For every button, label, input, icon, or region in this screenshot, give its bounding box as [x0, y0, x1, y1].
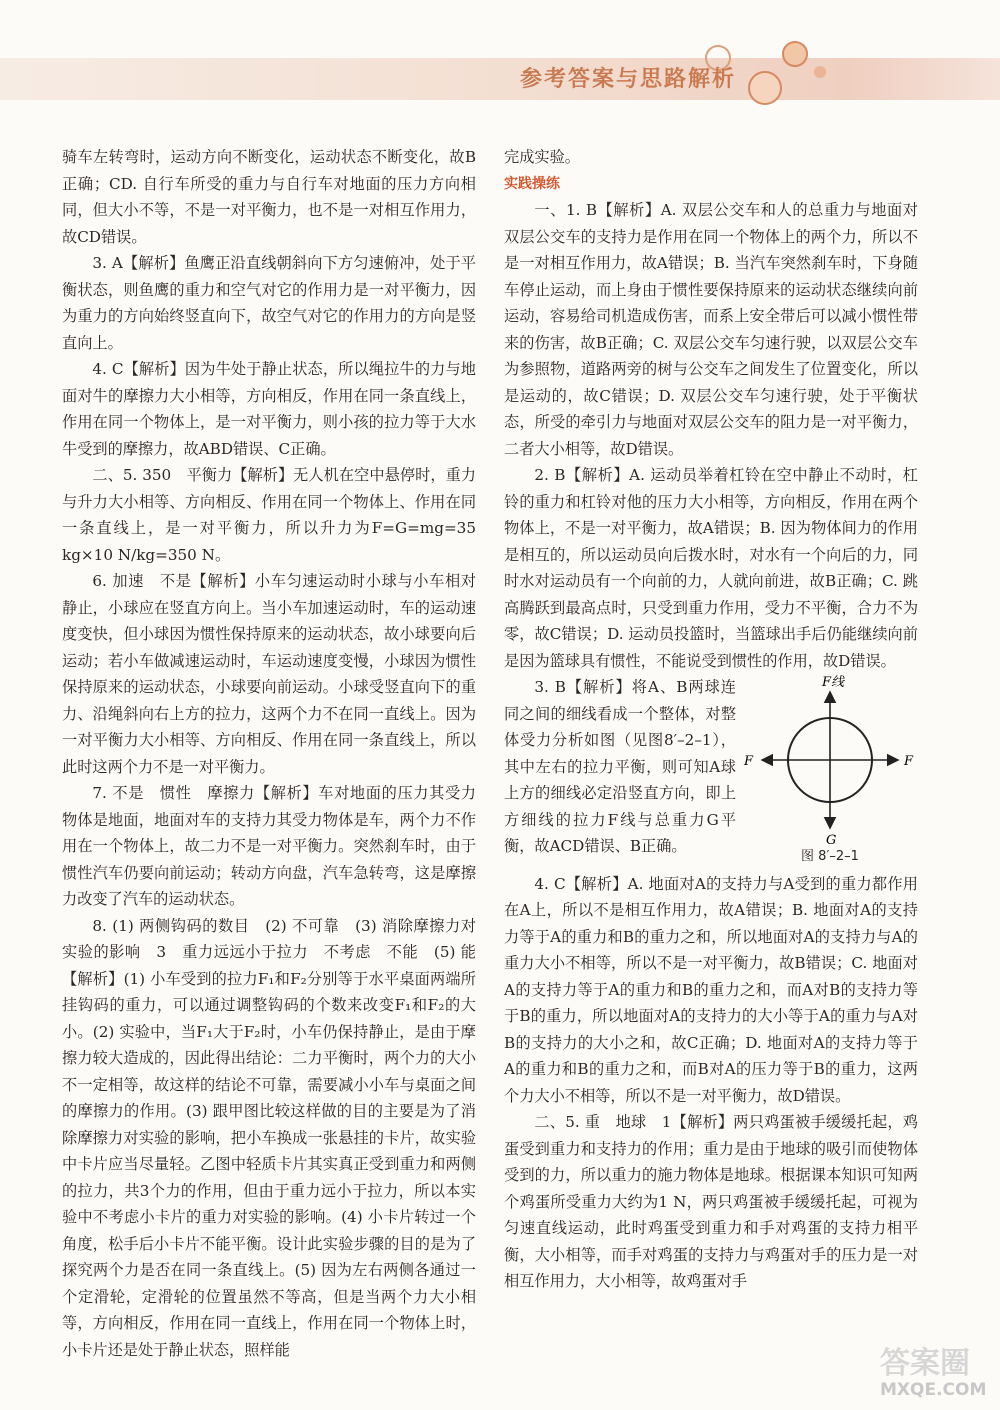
figure-row	[504, 674, 918, 871]
answer-6: 6. 加速 不是【解析】小车匀速运动时小球与小车相对静止，小球应在竖直方向上。当小车加速运动时，车的运动速度变快，但小球因为惯性保持原来的运动状态，故小球要向后运动；若小车做减速运动时，车运动速度变慢，小球因为惯性保持原来的运动状态，小球要向前运动。小球受竖直向下的重力、沿绳斜向右上方的拉力，这两个力不在同一直线上。因为一对平衡力大小相等、方向相反、作用在同一条直线上，所以此时这两个力不是一对平衡力。	[62, 572, 476, 776]
answer-4: 4. C【解析】因为牛处于静止状态，所以绳拉牛的力与地面对牛的摩擦力大小相等，方向相反，作用在同一条直线上，作用在同一个物体上，是一对平衡力，则小孩的拉力等于大水牛受到的摩擦力，故ABD错误、C正确。	[62, 360, 476, 458]
answer-5: 二、5. 350 平衡力【解析】无人机在空中悬停时，重力与升力大小相等、方向相反、作用在同一个物体上、作用在同一条直线上，是一对平衡力，所以升力为F=G=mg=35 kg×10 N/kg=350 N。	[62, 466, 476, 564]
label-right: F	[904, 754, 914, 769]
practice-answer-2: 2. B【解析】A. 运动员举着杠铃在空中静止不动时，杠铃的重力和杠铃对他的压力大小相等，方向相反，作用在两个物体上，不是一对平衡力，故A错误；B. 因为物体间力的作用是相互的，所以运动员向后拨水时，对水有一个向后的力，同时水对运动员有一个向前的力，人就向前进，故B正确；C. 跳高腾跃到最高点时，只受到重力作用，受力不平衡，合力不为零，故C错误；D. 运动员投篮时，当篮球出手后仍能继续向前是因为篮球具有惯性，不能说受到惯性的作用，故D错误。	[504, 466, 918, 670]
label-left: F	[744, 754, 754, 769]
answer-8: 8. (1) 两侧钩码的数目 (2) 不可靠 (3) 消除摩擦力对实验的影响 3 重力远远小于拉力 不考虑 不能 (5) 能【解析】(1) 小车受到的拉力F₁和F₂分别等于水平桌面两端所挂钩码的重力，可以通过调整钩码的个数来改变F₁和F₂的大小。(2) 实验中，当F₁大于F₂时，小车仍保持静止，是由于摩擦力较大造成的，因此得出结论：二力平衡时，两个力的大小不一定相等，故这样的结论不可靠，需要减小小车与桌面之间的摩擦力的作用。(3) 跟甲图比较这样做的目的主要是为了消除摩擦力对实验的影响，把小车换成一张悬挂的卡片，故实验中卡片应当尽量轻。乙图中轻质卡片其实真正受到重力和两侧的拉力，共3个力的作用，但由于重力远小于拉力，所以本实验中不考虑小卡片的重力对实验的影响。(4) 小卡片转过一个角度，松手后小卡片不能平衡。设计此实验步骤的目的是为了探究两个力是否在同一条直线上。(5) 因为左右两侧各通过一个定滑轮，定滑轮的位置虽然不等高，但是当两个力大小相等，方向相反，作用在同一直线上，作用在同一个物体上时，小卡片还是处于静止状态，照样能	[62, 916, 476, 1359]
answer-3: 3. A【解析】鱼鹰正沿直线朝斜向下方匀速俯冲，处于平衡状态，则鱼鹰的重力和空气对它的作用力是一对平衡力，因为重力的方向始终竖直向下，故空气对它的作用力的方向是竖直向上。	[62, 254, 476, 352]
force-diagram	[742, 674, 918, 871]
practice-answer-4: 4. C【解析】A. 地面对A的支持力与A受到的重力都作用在A上，所以不是相互作用力，故A错误；B. 地面对A的支持力等于A的重力和B的重力之和，所以地面对A的支持力与A的重力大小不相等，所以不是一对平衡力，故B错误；C. 地面对A的支持力等于A的重力和B的重力之和，而A对B的支持力等于B的重力，所以地面对A的支持力的大小等于A的重力与A对B的支持力的大小之和，故C正确；D. 地面对A的支持力等于A的重力和B的重力之和，而B对A的压力等于B的重力，这两个力大小不相等，所以不是一对平衡力，故D错误。	[504, 874, 918, 1105]
practice-answer-3: 3. B【解析】将A、B两球连同之间的细线看成一个整体，对整体受力分析如图（见图8′–2–1），其中左右的拉力平衡，则可知A球上方的细线必定沿竖直方向，即上方细线的拉力F线与总重力G平衡，故ACD错误、B正确。	[504, 678, 736, 855]
answer-7: 7. 不是 惯性 摩擦力【解析】车对地面的压力其受力物体是地面，地面对车的支持力其受力物体是车，两个力不作用在一个物体上，故二力不是一对平衡力。突然刹车时，由于惯性汽车仍要向前运动；转动方向盘，汽车急转弯，这是摩擦力改变了汽车的运动状态。	[62, 784, 476, 908]
header-title: 参考答案与思路解析	[520, 67, 737, 92]
force-diagram-svg	[742, 674, 918, 846]
left-paragraph-0: 骑车左转弯时，运动方向不断变化，运动状态不断变化，故B正确；CD. 自行车所受的重力与自行车对地面的压力方向相同，但大小不等，不是一对平衡力，也不是一对相互作用力，故CD错误。	[62, 148, 476, 246]
header-band	[0, 58, 1000, 100]
watermark-logo: 答案圈	[880, 1346, 970, 1381]
practice-answer-3-wrap	[504, 674, 736, 871]
practice-answer-5: 二、5. 重 地球 1【解析】两只鸡蛋被手缓缓托起，鸡蛋受到重力和支持力的作用；重力是由于地球的吸引而使物体受到的力，所以重力的施力物体是地球。根据课本知识可知两个鸡蛋所受重力大约为1 N，两只鸡蛋被手缓缓托起，可视为匀速直线运动，此时鸡蛋受到重力和手对鸡蛋的支持力相平衡，大小相等，而手对鸡蛋的支持力与鸡蛋对手的压力是一对相互作用力，大小相等，故鸡蛋对手	[504, 1113, 918, 1290]
left-column	[62, 144, 476, 1363]
section-title: 实践操练	[504, 175, 560, 192]
watermark-url: MXQE.COM	[880, 1380, 987, 1400]
practice-answer-1: 一、1. B【解析】A. 双层公交车和人的总重力与地面对双层公交车的支持力是作用在同一个物体上的两个力，所以不是一对相互作用力，故A错误；B. 当汽车突然刹车时，下身随车停止运动，而上身由于惯性要保持原来的运动状态继续向前运动，容易给司机造成伤害，而系上安全带后可以减小惯性带来的伤害，故B正确；C. 双层公交车匀速行驶，以双层公交车为参照物，道路两旁的树与公交车之间发生了位置变化，所以是运动的，故C错误；D. 双层公交车匀速行驶，处于平衡状态，所受的牵引力与地面对双层公交车的阻力是一对平衡力，二者大小相等，故D错误。	[504, 201, 918, 458]
label-top: F线	[822, 675, 845, 690]
right-paragraph-0: 完成实验。	[504, 148, 580, 166]
label-bottom: G	[826, 833, 837, 846]
right-column	[504, 144, 918, 1295]
figure-caption: 图 8′–2–1	[801, 849, 859, 864]
